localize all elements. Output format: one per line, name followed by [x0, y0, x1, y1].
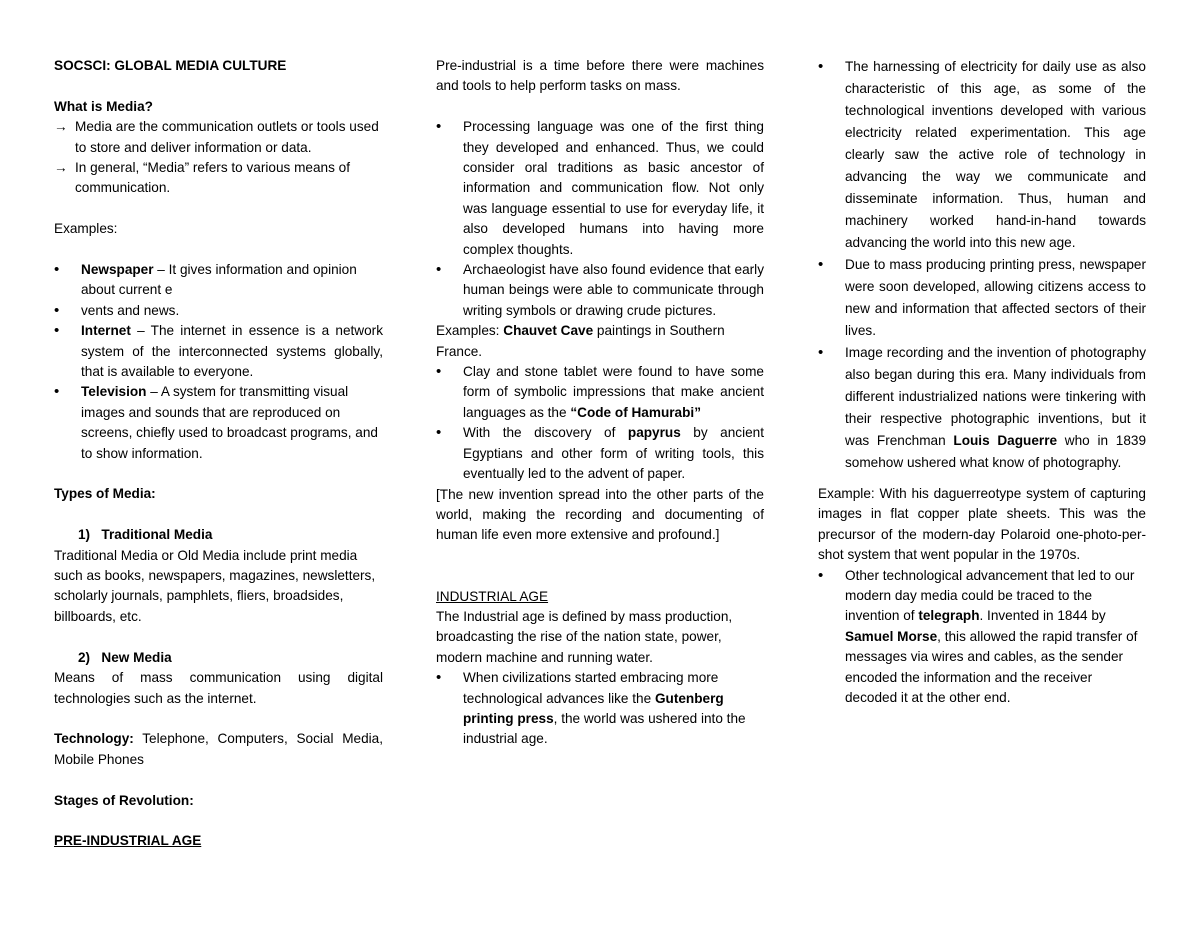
technology-label: Technology: — [54, 731, 134, 747]
list-item: • Archaeologist have also found evidence that early human beings were able to communicate through writing symbols or drawing crude pictures. — [436, 260, 764, 321]
list-item: • The harnessing of electricity for daily use as also characteristic of this age, as some of the technological inventions developed with various electricity related experimentation. This age clearly saw the active role of technology in advancing the way we communicate and disseminate information. Thus, human and machinery worked hand-in-hand towards advancing the world into this new age. — [818, 56, 1146, 254]
daguerreotype-example: Example: With his daguerreotype system of capturing images in flat copper plate sheets. This was the precursor of the modern-day Polaroid one-photo-per-shot system that went popular in the 1970s. — [818, 486, 1146, 563]
examples-suffix: paintings in Southern France. — [436, 323, 725, 359]
code-of-hamurabi: “Code of Hamurabi” — [570, 404, 701, 420]
industrial-intro: The Industrial age is defined by mass production, broadcasting the rise of the nation state, power, modern machine and running water. — [436, 608, 733, 665]
arrow-item-text: Media are the communication outlets or tools used to store and deliver information or data. — [75, 119, 379, 155]
list-item: • Processing language was one of the first thing they developed and enhanced. Thus, we could consider oral traditions as basic ancestor of information and communication flow. Not only was language essential to use for everyday life, it also developed humans into having more complex thoughts. — [436, 117, 764, 260]
list-item — [818, 342, 1146, 474]
list-item — [436, 423, 764, 484]
examples-list — [54, 260, 383, 464]
term-television: Television — [81, 384, 147, 400]
gutenberg-text-end: , the world was ushered into the industrial age. — [463, 710, 746, 747]
stages-heading: Stages of Revolution: — [54, 792, 194, 808]
tablets-list — [436, 362, 764, 484]
examples-prefix: Examples: — [436, 323, 504, 339]
examples-paragraph — [436, 321, 764, 362]
column-3 — [818, 56, 1146, 708]
what-is-media-heading: What is Media? — [54, 98, 153, 114]
term-internet: Internet — [81, 323, 131, 339]
traditional-media-text: Traditional Media or Old Media include print media such as books, newspapers, magazines, newsletters, scholarly journals, pamphlets, fliers, broadsides, billboards, etc. — [54, 547, 376, 624]
telegraph-text-mid: . Invented in 1844 by — [979, 608, 1106, 624]
list-item — [54, 382, 383, 464]
term-description: vents and news. — [81, 302, 180, 318]
new-media-text: Means of mass communication using digital technologies such as the internet. — [54, 670, 383, 706]
term-newspaper: Newspaper — [81, 262, 154, 278]
telegraph-text-end: , this allowed the rapid transfer of messages via wires and cables, as the sender encoded the information and the receiver decoded it at the other end. — [845, 628, 1138, 706]
list-item — [54, 301, 383, 321]
term-description: – A system for transmitting visual images and sounds that are reproduced on screens, chiefly used to broadcast programs, and to show information. — [81, 384, 378, 461]
papyrus-text: With the discovery of — [463, 425, 628, 441]
telegraph-text: Other technological advancement that led to our modern day media could be traced to the invention of — [845, 567, 1135, 624]
gutenberg-text: When civilizations started embracing more technological advances like the — [463, 670, 719, 706]
pre-industrial-list — [436, 117, 764, 321]
photography-text: Image recording and the invention of photography also began during this era. Many individuals from different industrialized nations were tinkering with their respective photographic inventions, but it was Frenchman — [845, 345, 1146, 448]
document-title: SOCSCI: GLOBAL MEDIA CULTURE — [54, 58, 287, 73]
traditional-media-heading: 1) Traditional Media — [78, 527, 213, 543]
column-2 — [436, 56, 764, 750]
industrial-age-heading: INDUSTRIAL AGE — [436, 588, 549, 604]
list-item — [436, 362, 764, 423]
clay-text: Clay and stone tablet were found to have some form of symbolic impressions that make ancient languages as the — [463, 364, 764, 420]
papyrus-text-end: by ancient Egyptians and other form of writing tools, this eventually led to the advent of paper. — [463, 425, 764, 482]
list-item — [54, 260, 383, 301]
examples-label: Examples: — [54, 221, 118, 237]
technology-text: Telephone, Computers, Social Media, Mobile Phones — [54, 731, 383, 767]
bracket-note: [The new invention spread into the other parts of the world, making the recording and documenting of human life even more extensive and profound.] — [436, 486, 764, 543]
arrow-right-icon: → — [54, 119, 68, 135]
louis-daguerre: Louis Daguerre — [953, 433, 1058, 448]
papyrus-term: papyrus — [627, 425, 681, 441]
samuel-morse: Samuel Morse — [845, 628, 938, 644]
list-item — [54, 321, 383, 382]
photography-text-end: who in 1839 somehow ushered what know of photography. — [845, 433, 1147, 470]
arrow-item-text: In general, “Media” refers to various means of communication. — [75, 160, 351, 196]
types-of-media-heading: Types of Media: — [54, 486, 156, 502]
pre-industrial-intro: Pre-industrial is a time before there were machines and tools to help perform tasks on mass. — [436, 58, 764, 94]
list-item — [436, 668, 764, 750]
term-description: – The internet in essence is a network system of the interconnected systems globally, that is available to everyone. — [81, 323, 383, 380]
arrow-right-icon: → — [54, 160, 68, 176]
technology-paragraph — [54, 729, 383, 770]
industrial-list — [436, 668, 764, 750]
telegraph-list — [818, 566, 1146, 709]
pre-industrial-heading: PRE-INDUSTRIAL AGE — [54, 833, 202, 849]
column-1 — [54, 56, 383, 852]
gutenberg-term: Gutenberg printing press — [463, 690, 724, 726]
telegraph-term: telegraph — [918, 608, 980, 624]
arrow-item — [54, 117, 383, 158]
arrow-item — [54, 158, 383, 199]
new-media-heading: 2) New Media — [78, 649, 172, 665]
list-item: • Due to mass producing printing press, newspaper were soon developed, allowing citizens access to new and information that affected sectors of their lives. — [818, 254, 1146, 342]
chauvet-cave: Chauvet Cave — [503, 323, 594, 339]
list-item — [818, 566, 1146, 709]
industrial-list-continued — [818, 56, 1146, 474]
term-description: – It gives information and opinion about current e — [81, 262, 357, 298]
